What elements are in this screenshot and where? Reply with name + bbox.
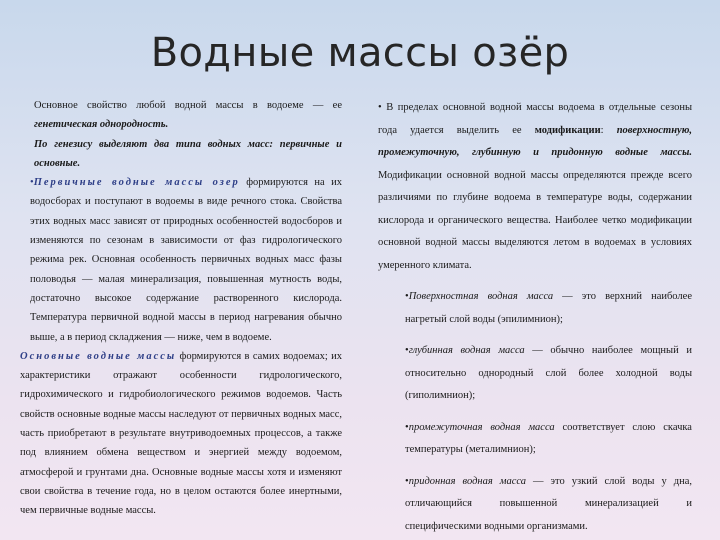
emphasis-mass-types: поверхностную, промежуточную, глубинную и придонную водные массы.: [378, 124, 693, 158]
paragraph-genetic: [20, 96, 342, 135]
emphasis-genetic-uniformity: генетическая однородность.: [34, 119, 169, 131]
term-intermediate-mass: промежуточная водная масса: [408, 421, 555, 433]
bullet: •: [405, 291, 409, 302]
paragraph-genesis: По генезису выделяют два типа водных масс: первичные и основные.: [34, 138, 342, 169]
left-column: [20, 96, 342, 521]
list-item-text: — это верхний наиболее нагретый слой воды (эпилимнион);: [405, 291, 692, 325]
paragraph-main-masses: [20, 347, 342, 521]
paragraph-text: формируются на их водосборах и поступают в водоемы в виде речного стока. Свойства этих водных масс зависят от природных особенностей водосборов и изменяются по сезонам в зависимости от фаз гидрологического режима рек. Основная особенность первичных водных масс фазы половодья — малая минерализация, повышенная мутность воды, достаточно высокое содержание растворенного кислорода. Температура первичной водной массы в период нагревания обычно выше, а в период складжения — ниже, чем в водоеме.: [30, 177, 342, 343]
paragraph-text: Модификации основной водной массы определяются прежде всего различиями по глубине водоема в температуре воды, содержании кислорода и органического вещества. Наиболее четко модификации основной водной массы выделяются летом в водоемах в условиях умеренного климата.: [378, 169, 692, 271]
paragraph-text: формируются в самих водоемах; их характеристики отражают особенности гидрологического, гидрохимического и гидробиологического режимов водоемов. Часть свойств основные водные массы наследуют от первичных водных масс, часть приобретают в результате внутриводоемных процессов, а также под влиянием обмена веществом и энергией между водоемом, атмосферой и грунтами дна. Основные водные массы хотя и изменяют свои свойства в течение года, но в целом остаются более инертными, чем первичные водные массы.: [20, 350, 342, 517]
list-item-text: — обычно наиболее мощный и относительно однородный слой более холодной воды (гиполимнион);: [405, 345, 692, 401]
list-item-text: соответствует слою скачка температуры (металимнион);: [405, 421, 692, 455]
right-column: [378, 97, 692, 538]
page-title: Водные массы озёр: [150, 30, 570, 76]
list-item-text: — это узкий слой воды у дна, отличающийся повышенной минерализацией и специфическими водными организмами.: [405, 475, 692, 532]
paragraph-text: • В пределах основной водной массы водоема в отдельные сезоны года удается выделить ее: [378, 102, 692, 136]
term-modifications: модификации: [534, 124, 601, 136]
bullet: •: [405, 475, 409, 487]
term-bottom-mass: придонная водная масса: [408, 475, 526, 487]
bullet: •: [405, 345, 409, 356]
list-item-surface: [378, 286, 692, 331]
term-surface-mass: Поверхностная водная масса: [408, 291, 554, 302]
paragraph-primary-masses: [20, 173, 342, 347]
term-primary-masses: Первичные водные массы озер: [33, 177, 240, 189]
paragraph-modifications: [378, 97, 692, 277]
list-item-intermediate: [378, 417, 692, 462]
paragraph-text: :: [600, 124, 617, 136]
term-deep-mass: глубинная водная масса: [408, 345, 525, 356]
bullet: •: [405, 421, 409, 433]
paragraph-text: Основное свойство любой водной массы в водоеме — ее: [34, 100, 342, 111]
list-item-deep: [378, 340, 692, 408]
list-item-bottom: [378, 471, 692, 539]
term-main-masses: Основные водные массы: [20, 350, 177, 362]
bullet: •: [30, 177, 34, 189]
